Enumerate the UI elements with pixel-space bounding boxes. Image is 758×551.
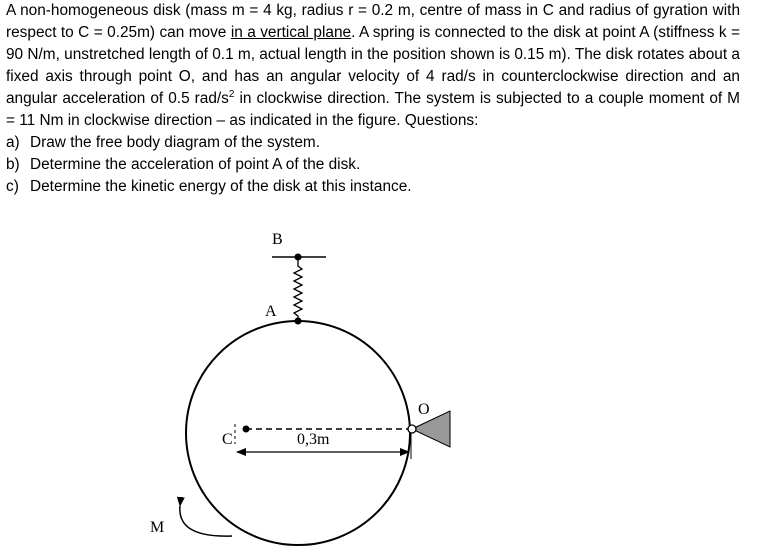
label-a: A [265, 303, 277, 320]
spring [294, 260, 302, 321]
exponent: 2 [228, 88, 235, 100]
question-b-text: Determine the acceleration of point A of the disk. [30, 156, 361, 173]
label-o: O [418, 401, 430, 418]
question-b-label: b) [6, 156, 20, 173]
question-a-label: a) [6, 134, 20, 151]
point-b-dot [295, 254, 302, 261]
problem-text-3: in clockwise direction. The system is subjected to a couple moment of M = 11 Nm in clockwise direction – as indicated in the figure. Questions: [6, 90, 740, 129]
question-c-label: c) [6, 178, 19, 195]
vertical-plane-phrase: in a vertical plane [230, 24, 352, 41]
problem-text-2: . A spring is connected to the disk at point A (stiffness k = 90 N/m, unstretched length of 0.1 m, actual length in the position shown is 0.15 m). The disk rotates about a fixed axis through point O, and has an angular velocity of 4 rad/s in counterclockwise direction and an angular acceleration of 0.5 rad/s [6, 24, 740, 107]
dimension-label: 0,3m [297, 431, 330, 448]
point-o-pin [408, 425, 416, 433]
moment-arrow [180, 506, 232, 536]
question-c-text: Determine the kinetic energy of the disk at this instance. [30, 178, 412, 195]
label-m: M [150, 519, 165, 536]
label-c: C [222, 431, 233, 448]
question-a-text: Draw the free body diagram of the system. [30, 134, 320, 151]
point-c-dot [243, 426, 250, 433]
label-b: B [272, 231, 283, 248]
problem-text-1: A non-homogeneous disk (mass m = 4 kg, radius r = 0.2 m, centre of mass in C and radius of gyration with respect to C = 0.25m) can move [6, 2, 740, 41]
